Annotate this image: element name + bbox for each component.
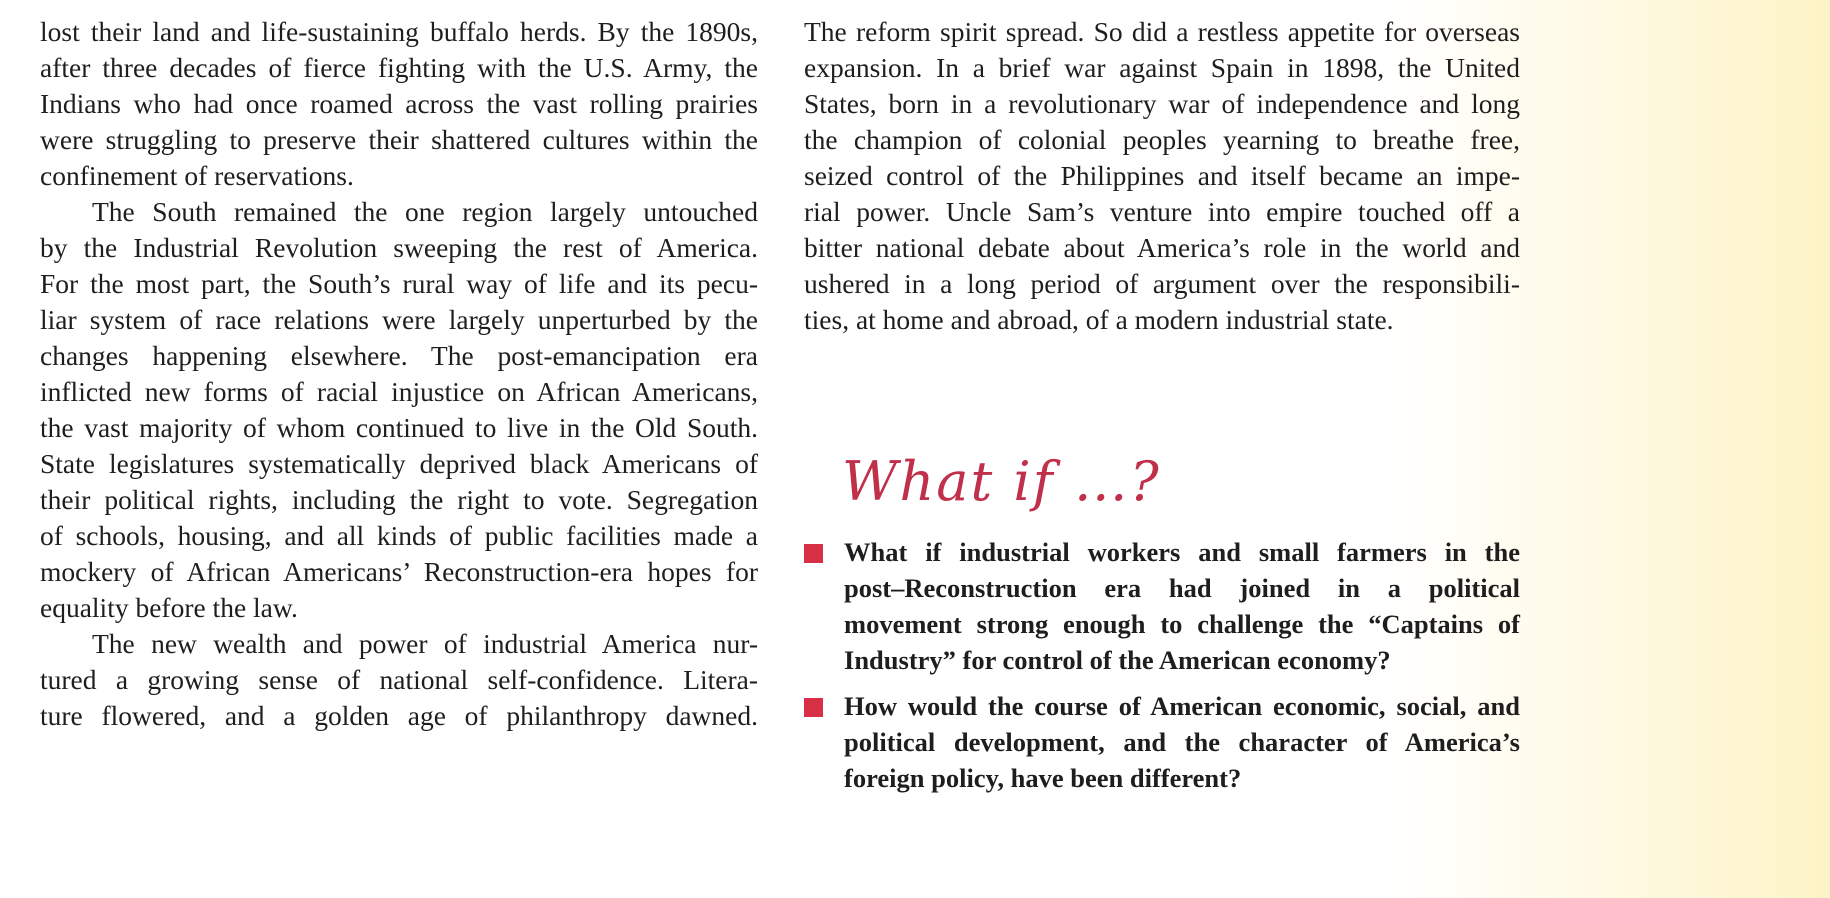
right-column (804, 14, 1520, 338)
text-line: ushered in a long period of argument over the responsibili- (804, 268, 1520, 299)
question-line: post–Reconstruction era had joined in a political (844, 573, 1520, 603)
text-line: Indians who had once roamed across the vast rolling prairies (40, 88, 758, 119)
question-line: movement strong enough to challenge the “Captains of (844, 609, 1520, 639)
text-line: The new wealth and power of industrial America nur- (92, 628, 758, 659)
question-text (844, 688, 1520, 796)
text-line: the champion of colonial peoples yearning to breathe free, (804, 124, 1520, 155)
text-line: ture flowered, and a golden age of philanthropy dawned. (40, 700, 758, 731)
text-line: State legislatures systematically deprived black Americans of (40, 448, 758, 479)
text-line: tured a growing sense of national self-confidence. Litera- (40, 664, 758, 695)
text-line: ties, at home and abroad, of a modern industrial state. (804, 304, 1394, 335)
question-2 (804, 688, 1520, 796)
question-line: foreign policy, have been different? (844, 763, 1242, 793)
square-bullet-icon (804, 544, 823, 563)
question-text (844, 534, 1520, 678)
text-line: the vast majority of whom continued to live in the Old South. (40, 412, 758, 443)
left-column (40, 14, 758, 734)
text-line: For the most part, the South’s rural way of life and its pecu- (40, 268, 758, 299)
text-line: bitter national debate about America’s role in the world and (804, 232, 1520, 263)
text-line: equality before the law. (40, 592, 298, 623)
what-if-heading: What if …? (842, 450, 1161, 513)
text-line: of schools, housing, and all kinds of public facilities made a (40, 520, 758, 551)
question-line: What if industrial workers and small farmers in the (844, 537, 1520, 567)
text-line: confinement of reservations. (40, 160, 354, 191)
question-line: political development, and the character of America’s (844, 727, 1520, 757)
text-line: liar system of race relations were largely unperturbed by the (40, 304, 758, 335)
question-1 (804, 534, 1520, 678)
text-line: States, born in a revolutionary war of independence and long (804, 88, 1520, 119)
text-line: inflicted new forms of racial injustice on African Americans, (40, 376, 758, 407)
text-line: lost their land and life-sustaining buffalo herds. By the 1890s, (40, 16, 758, 47)
text-line: The South remained the one region largely untouched (92, 196, 758, 227)
text-line: The reform spirit spread. So did a restless appetite for overseas (804, 16, 1520, 47)
text-line: were struggling to preserve their shattered cultures within the (40, 124, 758, 155)
text-line: mockery of African Americans’ Reconstruction-era hopes for (40, 556, 758, 587)
text-line: by the Industrial Revolution sweeping the rest of America. (40, 232, 758, 263)
square-bullet-icon (804, 698, 823, 717)
question-line: How would the course of American economic, social, and (844, 691, 1520, 721)
text-line: after three decades of fierce fighting with the U.S. Army, the (40, 52, 758, 83)
text-line: expansion. In a brief war against Spain in 1898, the United (804, 52, 1520, 83)
text-line: seized control of the Philippines and itself became an impe- (804, 160, 1520, 191)
text-line: changes happening elsewhere. The post-emancipation era (40, 340, 758, 371)
question-line: Industry” for control of the American economy? (844, 645, 1391, 675)
text-line: their political rights, including the right to vote. Segregation (40, 484, 758, 515)
text-line: rial power. Uncle Sam’s venture into empire touched off a (804, 196, 1520, 227)
